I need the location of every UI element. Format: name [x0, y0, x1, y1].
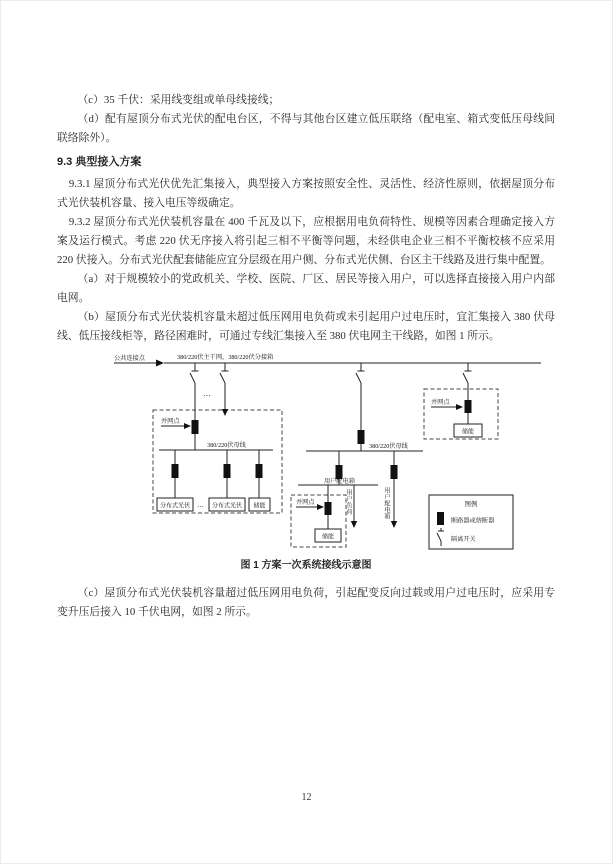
- breaker-icon: [256, 464, 263, 478]
- arrow-icon: [184, 423, 191, 429]
- legend-breaker-label: 断路器或熔断器: [451, 517, 495, 525]
- grid-point-label: 并网点: [431, 399, 450, 406]
- user-box-vertical-label: 用户配电箱: [383, 487, 389, 520]
- breaker-icon: [224, 464, 231, 478]
- breaker-icon: [192, 420, 199, 434]
- paragraph-item-d: （d）配有屋顶分布式光伏的配电台区，不得与其他台区建立低压联络（配电室、箱式变低压母线间联络除外）。: [57, 113, 555, 144]
- figure-1: [57, 350, 555, 575]
- paragraph-item-c-10kv: （c）屋顶分布式光伏装机容量超过低压网用电负荷，引起配变反向过载或用户过电压时，应采用专变升压后接入 10 千伏电网，如图 2 所示。: [57, 587, 555, 618]
- paragraph-9-3-2: 9.3.2 屋顶分布式光伏装机容量在 400 千瓦及以下，应根据用电负荷特性、规模等因素合理确定接入方案及运行模式。考虑 220 伏无序接入将引起三相不平衡等问题，未经供电企业三相不平衡校核不应采用 220 伏接入。分布式光伏配套储能应宜分层级在用户侧、分布式光伏侧、台区主干线路及进行集中配置。: [57, 216, 555, 266]
- one-line-diagram-svg: [111, 350, 551, 552]
- grid-point-label: 并网点: [296, 499, 315, 506]
- breaker-icon: [325, 502, 332, 515]
- breaker-icon: [391, 465, 398, 479]
- user-box-label: 用户配电箱: [324, 478, 355, 485]
- paragraph-item-b: （b）屋顶分布式光伏装机容量未超过低压网用电负荷或未引起用户过电压时，宜汇集接入 380 伏母线、低压接线柜等，路径困难时，可通过专线汇集接入至 380 伏电网主干线路，如图 1 所示。: [57, 311, 555, 342]
- page-number: 12: [301, 792, 312, 803]
- lv-bus-label: 380/220伏母线: [369, 443, 408, 450]
- arrow-icon: [351, 521, 357, 528]
- grid-point-label: 并网点: [161, 418, 180, 425]
- section-heading-9-3: 9.3 典型接入方案: [57, 156, 142, 168]
- arrow-icon: [456, 404, 463, 410]
- storage-box-label: 储能: [461, 429, 475, 436]
- pcc-label: 公共连接点: [114, 355, 145, 362]
- storage-box-label: 储能: [253, 503, 266, 510]
- user-load-vertical-label: 用户负荷: [345, 489, 351, 515]
- legend-title: 图例: [464, 501, 478, 508]
- arrow-icon: [156, 360, 164, 367]
- lv-bus-label: 380/220伏母线: [207, 442, 246, 449]
- figure-caption: 图 1 方案一次系统接线示意图: [240, 560, 372, 571]
- legend-isolator-label: 隔离开关: [451, 536, 476, 543]
- isolator-switch-icon: [463, 363, 472, 424]
- breaker-icon: [172, 464, 179, 478]
- pv-box-label: 分布式光伏: [211, 503, 243, 510]
- breaker-icon: [358, 430, 365, 444]
- pv-ellipsis: …: [197, 501, 204, 509]
- legend-breaker-icon: [437, 512, 444, 525]
- paragraph-9-3-1: 9.3.1 屋顶分布式光伏优先汇集接入，典型接入方案按照安全性、灵活性、经济性原则，依据屋顶分布式光伏装机容量、接入电压等级确定。: [57, 178, 555, 209]
- arrow-icon: [391, 521, 397, 528]
- isolator-switch-icon: [220, 363, 229, 409]
- breaker-icon: [465, 400, 472, 413]
- paragraph-item-a: （a）对于规模较小的党政机关、学校、医院、厂区、居民等接入用户，可以选择直接接入用户内部电网。: [57, 273, 555, 304]
- trunk-label: 380/220伏主干网，380/220伏分接箱: [177, 354, 274, 361]
- storage-box-label: 储能: [321, 534, 335, 541]
- arrow-icon: [317, 504, 324, 510]
- one-line-diagram: [111, 350, 551, 552]
- isolator-switch-icon: [190, 363, 199, 450]
- pv-box-label: 分布式光伏: [159, 503, 191, 510]
- breaker-icon: [336, 465, 343, 479]
- feeder-ellipsis: …: [203, 389, 211, 398]
- paragraph-item-c-35kv: （c）35 千伏：采用线变组或单母线接线；: [77, 94, 280, 106]
- arrow-icon: [222, 409, 228, 416]
